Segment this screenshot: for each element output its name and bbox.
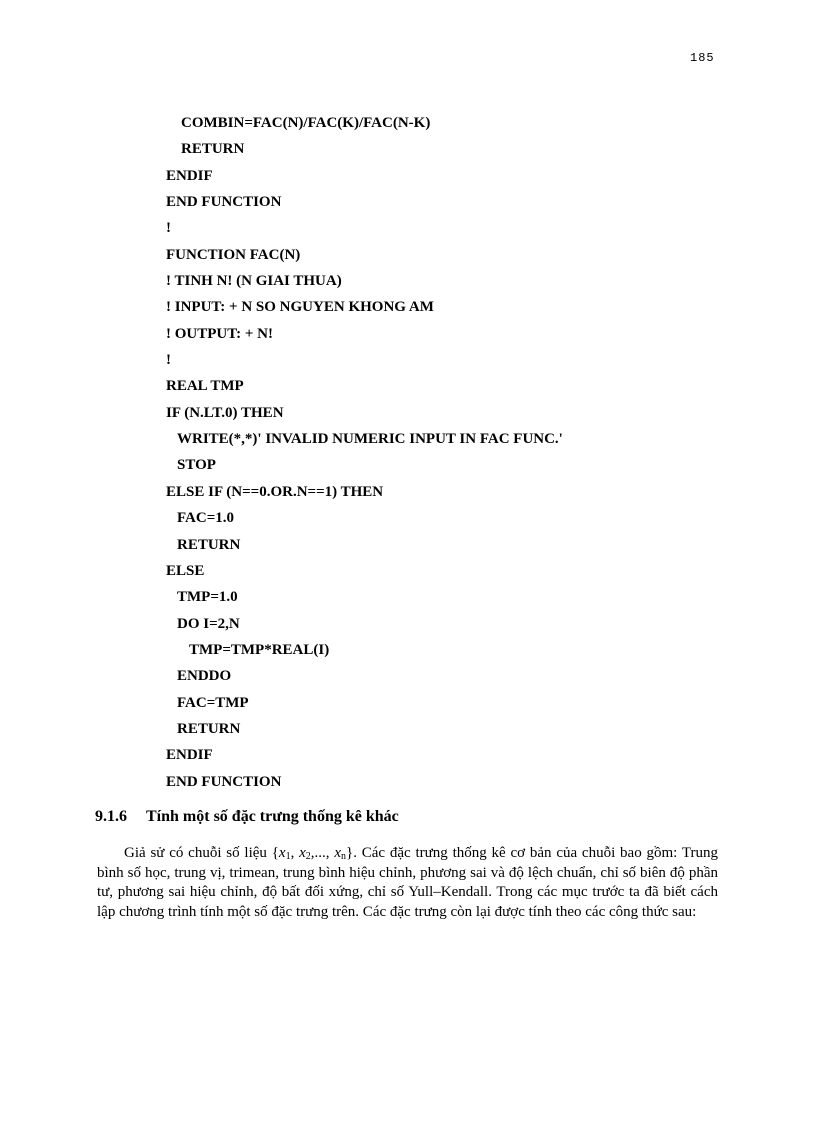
code-line: WRITE(*,*)' INVALID NUMERIC INPUT IN FAC FUNC.' <box>177 431 563 448</box>
body-paragraph <box>97 844 718 922</box>
page-number: 185 <box>690 51 715 65</box>
code-line: RETURN <box>177 536 241 553</box>
code-line: FAC=TMP <box>177 694 249 711</box>
code-line: ! OUTPUT: + N! <box>166 325 274 342</box>
code-listing <box>166 110 766 795</box>
code-line: FAC=1.0 <box>177 510 235 527</box>
code-line: FUNCTION FAC(N) <box>166 246 301 263</box>
code-line: RETURN <box>177 720 241 737</box>
paragraph-rest: }. Các đặc trưng thống kê cơ bản của chuỗi bao gồm: Trung bình số học, trung vị, trimean, trung bình hiệu chỉnh, phương sai và độ lệch chuẩn, chỉ số biên độ phần tư, phương sai hiệu chỉnh, độ bất đối xứng, chỉ số Yull–Kendall. Trong các mục trước ta đã biết cách lập chương trình tính một số đặc trưng trên. Các đặc trưng còn lại được tính theo các công thức sau: <box>97 845 718 920</box>
code-line: TMP=TMP*REAL(I) <box>189 641 330 658</box>
math-separator: , <box>290 845 300 861</box>
code-line: ENDDO <box>177 668 232 685</box>
code-line: ! TINH N! (N GIAI THUA) <box>166 273 342 290</box>
code-line: ENDIF <box>166 167 213 184</box>
paragraph-intro: Giả sử có chuỗi số liệu { <box>124 845 279 861</box>
code-line: DO I=2,N <box>177 615 240 632</box>
code-line: ! INPUT: + N SO NGUYEN KHONG AM <box>166 299 434 316</box>
code-line: REAL TMP <box>166 378 244 395</box>
paragraph-text <box>97 844 718 922</box>
code-line: ! <box>166 352 171 369</box>
code-line: STOP <box>177 457 216 474</box>
math-ellipsis: ,..., <box>310 845 335 861</box>
math-xn: $x_n$ <box>334 845 347 862</box>
code-line: ! <box>166 220 171 237</box>
math-x1: $x_1$ <box>278 845 291 862</box>
code-line: RETURN <box>181 141 245 158</box>
code-line: ELSE <box>166 562 205 579</box>
math-x2: $x_2$ <box>299 845 311 862</box>
section-number: 9.1.6 <box>95 808 127 825</box>
code-line: IF (N.LT.0) THEN <box>166 404 284 421</box>
code-line: END FUNCTION <box>166 194 282 211</box>
section-title: Tính một số đặc trưng thống kê khác <box>146 808 399 825</box>
code-line: TMP=1.0 <box>177 589 238 606</box>
code-line: COMBIN=FAC(N)/FAC(K)/FAC(N-K) <box>181 115 431 131</box>
code-line: END FUNCTION <box>166 773 282 790</box>
code-line: ENDIF <box>166 747 213 764</box>
code-line: ELSE IF (N==0.OR.N==1) THEN <box>166 483 384 500</box>
section-heading <box>95 808 399 826</box>
